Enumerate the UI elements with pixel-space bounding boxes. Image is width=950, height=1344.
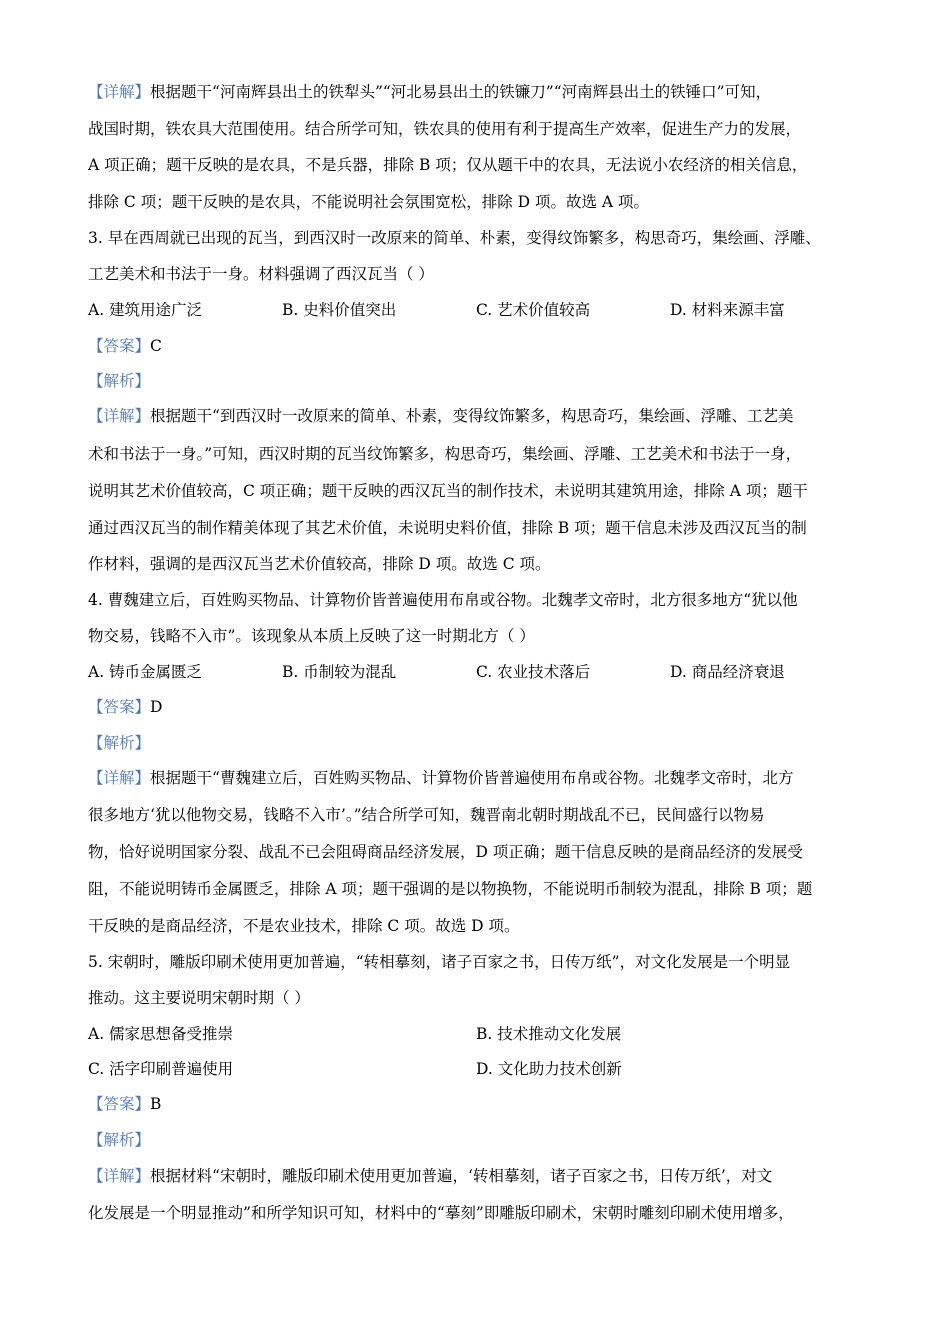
q3-stem-line-1: 3. 早在西周就已出现的瓦当，到西汉时一改原来的简单、朴素，变得纹饰繁多，构思奇巧，集绘画、浮雕、 [88,229,821,247]
q3-option-b: B. 史料价值突出 [282,301,397,319]
detail-tag: 【详解】 [88,407,151,425]
q3-answer [88,336,868,356]
q3-analysis-heading [88,371,868,391]
q5-option-a: A. 儒家思想备受推崇 [88,1025,234,1043]
q5-option-c: C. 活字印刷普遍使用 [88,1060,234,1078]
q4-analysis-heading [88,733,868,753]
q4-answer [88,697,868,717]
q3-option-a: A. 建筑用途广泛 [88,301,203,319]
prev-detail-line-2: 战国时期，铁农具大范围使用。结合所学可知，铁农具的使用有利于提高生产效率，促进生产力的发展， [88,120,802,138]
analysis-tag: 【解析】 [88,1131,151,1149]
answer-tag: 【答案】 [88,1095,151,1113]
analysis-tag: 【解析】 [88,372,151,390]
answer-tag: 【答案】 [88,698,151,716]
q4-detail-line-1: 【详解】根据题干“曹魏建立后，百姓购买物品、计算物价皆普遍使用布帛或谷物。北魏孝文帝时，北方 [88,769,794,787]
q4-detail-line-2: 很多地方‘犹以他物交易，钱略不入市’。”结合所学可知，魏晋南北朝时期战乱不已，民间盛行以物易 [88,806,765,824]
q3-detail-line-4: 通过西汉瓦当的制作精美体现了其艺术价值，未说明史料价值，排除 B 项；题干信息未涉及西汉瓦当的制 [88,519,807,537]
detail-tag: 【详解】 [88,769,151,787]
q5-stem-line-1: 5. 宋朝时，雕版印刷术使用更加普遍，“转相摹刻，诸子百家之书，日传万纸”，对文化发展是一个明显 [88,953,791,971]
q4-detail-line-4: 阻，不能说明铸币金属匮乏，排除 A 项；题干强调的是以物换物，不能说明币制较为混乱，排除 B 项；题 [88,880,813,898]
q3-answer-value: C [150,337,162,355]
q4-option-b: B. 币制较为混乱 [282,663,397,681]
q4-stem-line-1: 4. 曹魏建立后，百姓购买物品、计算物价皆普遍使用布帛或谷物。北魏孝文帝时，北方很多地方“犹以他 [88,591,798,609]
q3-stem-line-2: 工艺美术和书法于一身。材料强调了西汉瓦当（ ） [88,265,434,283]
q4-stem-line-2: 物交易，钱略不入市”。该现象从本质上反映了这一时期北方（ ） [88,627,535,645]
answer-tag: 【答案】 [88,337,151,355]
q3-detail-line-2: 术和书法于一身。”可知，西汉时期的瓦当纹饰繁多，构思奇巧，集绘画、浮雕、工艺美术和书法于一身， [88,445,802,463]
q3-detail-line-3: 说明其艺术价值较高，C 项正确；题干反映的西汉瓦当的制作技术，未说明其建筑用途，排除 A 项；题干 [88,482,808,500]
q5-detail-line-1: 【详解】根据材料“宋朝时，雕版印刷术使用更加普遍，‘转相摹刻，诸子百家之书，日传万纸’，对文 [88,1167,773,1185]
q5-answer [88,1094,868,1114]
q5-detail-line-2: 化发展是一个明显推动”和所学知识可知，材料中的“摹刻”即雕版印刷术，宋朝时雕刻印刷术使用增多， [88,1204,794,1222]
q4-option-a: A. 铸币金属匮乏 [88,663,203,681]
q5-option-d: D. 文化助力技术创新 [476,1060,622,1078]
prev-detail-line-4: 排除 C 项；题干反映的是农具，不能说明社会氛围宽松，排除 D 项。故选 A 项。 [88,193,650,211]
analysis-tag: 【解析】 [88,734,151,752]
q4-detail-line-3: 物，恰好说明国家分裂、战乱不已会阻碍商品经济发展，D 项正确；题干信息反映的是商品经济的发展受 [88,843,803,861]
q4-option-c: C. 农业技术落后 [476,663,591,681]
detail-tag: 【详解】 [88,83,151,101]
prev-detail-line-3: A 项正确；题干反映的是农具，不是兵器，排除 B 项；仅从题干中的农具，无法说小农经济的相关信息， [88,156,808,174]
q3-detail-line-5: 作材料，强调的是西汉瓦当艺术价值较高，排除 D 项。故选 C 项。 [88,555,551,573]
q5-stem-line-2: 推动。这主要说明宋朝时期（ ） [88,989,310,1007]
q5-option-b: B. 技术推动文化发展 [476,1025,622,1043]
q3-option-d: D. 材料来源丰富 [670,301,785,319]
detail-tag: 【详解】 [88,1167,151,1185]
q3-detail-line-1: 【详解】根据题干“到西汉时一改原来的简单、朴素，变得纹饰繁多，构思奇巧，集绘画、浮雕、工艺美 [88,407,794,425]
q3-option-c: C. 艺术价值较高 [476,301,591,319]
q4-detail-line-5: 干反映的是商品经济，不是农业技术，排除 C 项。故选 D 项。 [88,917,520,935]
q4-answer-value: D [150,698,163,716]
q4-option-d: D. 商品经济衰退 [670,663,785,681]
q5-answer-value: B [150,1095,162,1113]
prev-detail-line-1: 【详解】根据题干“河南辉县出土的铁犁头”“河北易县出土的铁镰刀”“河南辉县出土的铁锤口”可知， [88,83,772,101]
q5-analysis-heading [88,1130,868,1150]
